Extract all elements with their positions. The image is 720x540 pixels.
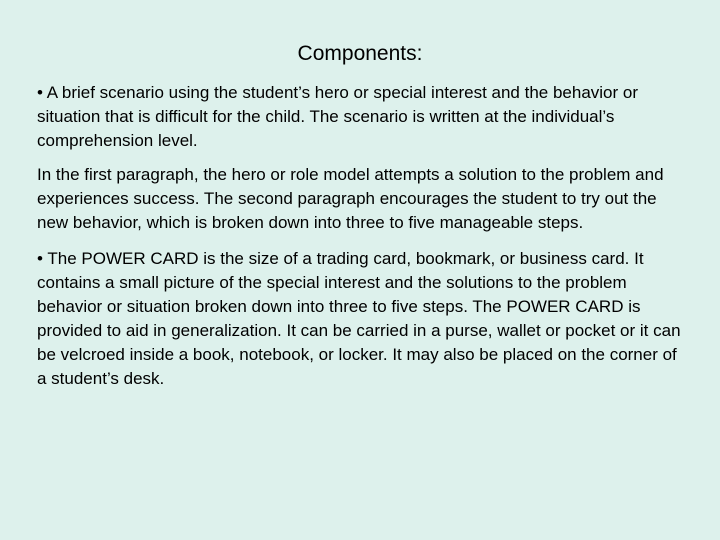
slide-body [37, 81, 687, 401]
bullet-scenario: • A brief scenario using the student’s hero or special interest and the behavior or situation that is difficult for the child. The scenario is written at the individual’s comprehension level. [37, 83, 639, 150]
slide-title: Components: [297, 42, 423, 65]
paragraph-first-second: In the first paragraph, the hero or role model attempts a solution to the problem and experiences success. The second paragraph encourages the student to try out the new behavior, which is broken down into three to five manageable steps. [37, 165, 664, 232]
bullet-power-card: • The POWER CARD is the size of a trading card, bookmark, or business card. It contains a small picture of the special interest and the solutions to the problem behavior or situation broken down into three to five steps. The POWER CARD is provided to aid in generalization. It can be carried in a purse, wallet or pocket or it can be velcroed inside a book, notebook, or locker. It may also be placed on the corner of a student’s desk. [37, 249, 681, 388]
